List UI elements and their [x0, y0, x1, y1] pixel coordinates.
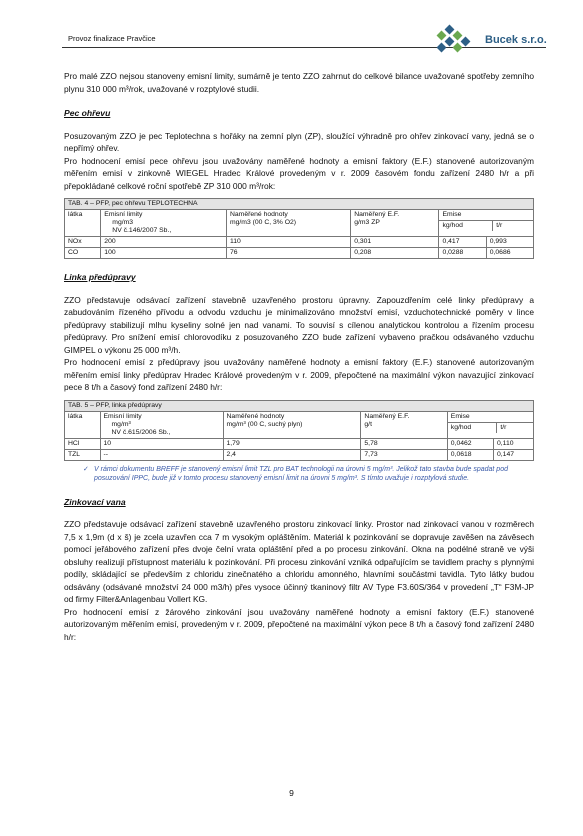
col-header-emise-label: Emise	[439, 210, 533, 221]
table-row	[65, 449, 534, 460]
table-row	[65, 237, 534, 248]
cell-tr: 0,110	[494, 438, 534, 449]
cell-kg: 0,417	[439, 237, 486, 248]
page-number: 9	[289, 788, 294, 798]
cell-limit: 200	[101, 237, 227, 248]
cell-measured: 1,79	[223, 438, 361, 449]
cell-ef: 5,78	[361, 438, 447, 449]
cell-latka: NOx	[65, 237, 101, 248]
table-pec-ohrevu	[64, 198, 534, 259]
table-row	[65, 248, 534, 259]
cell-latka: CO	[65, 248, 101, 259]
col-header-emise	[447, 411, 533, 438]
col-header-measured-label: Naměřené hodnoty	[226, 412, 285, 420]
cell-limit: 10	[100, 438, 223, 449]
cell-tr: 0,147	[494, 449, 534, 460]
logo-text: Bucek s.r.o.	[485, 34, 547, 46]
col-header-measured-unit: mg/m³ (00 C, suchý plyn)	[226, 420, 303, 428]
col-header-kg: kg/hod	[448, 423, 498, 433]
col-header-limits-unit: mg/m3	[112, 219, 134, 226]
cell-kg: 0,0618	[447, 449, 493, 460]
table-caption: TAB. 5 – PFP, linka předúpravy	[65, 400, 534, 411]
col-header-emise	[439, 210, 534, 237]
cell-limit: --	[100, 449, 223, 460]
note-text: V rámci dokumentu BREFF je stanovený emisní limit TZL pro BAT technologii na úrovni 5 mg/m³. Jelikož tato stavba bude spadat pod posuzování IPPC, bude již v tomto procesu stanovený emisní limit na úrovni 5 mg/m³. S tímto uvažuje i rozptylová studie.	[94, 465, 508, 482]
col-header-measured-unit: mg/m3 (00 C, 3% O2)	[229, 219, 297, 226]
section-heading-vana: Zinkovací vana	[64, 496, 126, 507]
table-row	[65, 438, 534, 449]
vana-paragraph-2: Pro hodnocení emisí z žárového zinkování jsou uvažovány naměřené hodnoty a emisní faktory (E.F.) stanovené autorizovaným měřením emisí, provedeným v r. 2009, přepočtené na maximální výkon pece 8 t/h a časový fond zařízení 2480 h/r:	[64, 606, 534, 642]
col-header-kg: kg/hod	[439, 221, 493, 231]
col-header-measured-label: Naměřené hodnoty	[229, 211, 288, 218]
cell-measured: 76	[226, 248, 350, 259]
col-header-limits	[100, 411, 223, 438]
table-caption: TAB. 4 – PFP, pec ohřevu TEPLOTECHNA	[65, 199, 534, 210]
cell-ef: 0,208	[351, 248, 439, 259]
cell-tr: 0,993	[486, 237, 533, 248]
header-title: Provoz finalizace Pravčice	[68, 34, 156, 43]
col-header-latka: látka	[65, 411, 101, 438]
linka-paragraph-2: Pro hodnocení emisí z předúpravy jsou uvažovány naměřené hodnoty a emisní faktory (E.F.) stanovené autorizovaným měřením emisí linky předúprav Hradec Králové provedeným v r. 2009, přepočtené na maximální výkon navazující zinkovací pece 8 t/h a časový fond zařízení 2480 h/r:	[64, 357, 534, 392]
cell-latka: HCl	[65, 438, 101, 449]
cell-measured: 2,4	[223, 449, 361, 460]
col-header-tr: t/r	[500, 423, 507, 431]
cell-kg: 0,0288	[439, 248, 486, 259]
intro-paragraph: Pro malé ZZO nejsou stanoveny emisní limity, sumárně je tento ZZO zahrnut do celkové bilance uvažované spotřeby zemního plynu 310 000 m³/rok, uvažované v rozptylové studii.	[64, 71, 534, 94]
cell-tr: 0,0686	[486, 248, 533, 259]
col-header-measured	[226, 210, 350, 237]
cell-limit: 100	[101, 248, 227, 259]
pec-paragraph-2: Pro hodnocení emisí pece ohřevu jsou uvažovány naměřené hodnoty a emisní faktory (E.F.) stanovené autorizovaným měřením emisí v zinkovně WIEGEL Hradec Králové provedeným v r. 2009 časovém fondu zařízení 2480 h/r a při přepokládané celkové roční spotřebě ZP 310 000 m³/rok:	[64, 155, 534, 191]
col-header-limits-source: NV č.146/2007 Sb.,	[112, 227, 172, 234]
cell-ef: 0,301	[351, 237, 439, 248]
cell-latka: TZL	[65, 449, 101, 460]
cell-kg: 0,0462	[447, 438, 493, 449]
col-header-ef	[361, 411, 447, 438]
col-header-limits	[101, 210, 227, 237]
col-header-ef	[351, 210, 439, 237]
col-header-ef-label: Naměřený E.F.	[364, 412, 410, 420]
col-header-limits-label: Emisní limity	[104, 211, 143, 218]
cell-measured: 110	[226, 237, 350, 248]
cell-ef: 7,73	[361, 449, 447, 460]
vana-paragraph-1: ZZO představuje odsávací zařízení stavebně uzavřeného prostoru zinkovací linky. Prostor nad zinkovací vanou v rozměrech 7,5 x 1,9m (d x š) je zcela uzavřen cca 7 m vysokým opláštěním. Materiál k pozinkování se dopravuje zavěšen na závěsech pomocí jeřábového zařízení přes dvoje čelní vrata opláštění před a po procesu zinkování. Okna na podélné straně ve výši obsluhy realizují přístupnost materiálu k pozinkování. Při procesu zinkování vzniká odpařujícím se tavidlem prachy s plynnými podíly, skládající se především z chloridu zinečnatého a chloridu amonného, hlavními součástmi tavidla. Tyto látky budou odsávány (odsávané množství 24 000 m3/h) přes vysoce účinný tkaninový filtr AV Type F3.60S/364 v provedení „T“ F3M-JP od firmy Filter&Anlagenbau Vollert KG.	[64, 519, 534, 604]
col-header-emise-label: Emise	[448, 412, 533, 423]
table-linka-predupravy	[64, 400, 534, 461]
linka-paragraph-1: ZZO představuje odsávací zařízení stavebně uzavřeného prostoru úpravny. Zapouzdřením celé linky předúpravy a zabudováním řízeného přívodu a odvodu vzduchu je minimalizováno množství emisí, vzduchotechnické poměry v lince předúpravy stabilizují mlhu kyseliny solné jen nad vanami. To souvisí s cílenou analytickou kontrolou a řízením procesu předúpravy. Pro snížení emisí chlorovodíku z posuzovaného ZZO bude zařízení vybaveno pračkou odsávaného vzduchu GIMPEL o výkonu 25 000 m³/h.	[64, 294, 534, 355]
pec-paragraph-1: Posuzovaným ZZO je pec Teplotechna s hořáky na zemní plyn (ZP), sloužící výhradně pro ohřev zinkovací vany, jedná se o nepřímý ohřev.	[64, 130, 534, 153]
col-header-tr: t/r	[496, 222, 503, 229]
col-header-limits-unit: mg/m³	[111, 420, 131, 428]
section-heading-linka: Linka předúpravy	[64, 272, 136, 282]
col-header-ef-unit: g/m3 ZP	[354, 219, 380, 226]
col-header-measured	[223, 411, 361, 438]
note-box	[83, 465, 534, 484]
checkmark-icon: ✓	[83, 465, 89, 473]
col-header-limits-source: NV č.615/2006 Sb.,	[111, 428, 171, 436]
document-body	[64, 70, 534, 643]
section-heading-pec: Pec ohřevu	[64, 108, 111, 118]
col-header-latka: látka	[65, 210, 101, 237]
col-header-limits-label: Emisní limity	[103, 412, 142, 420]
col-header-ef-unit: g/t	[364, 420, 372, 428]
col-header-ef-label: Naměřený E.F.	[354, 211, 400, 218]
